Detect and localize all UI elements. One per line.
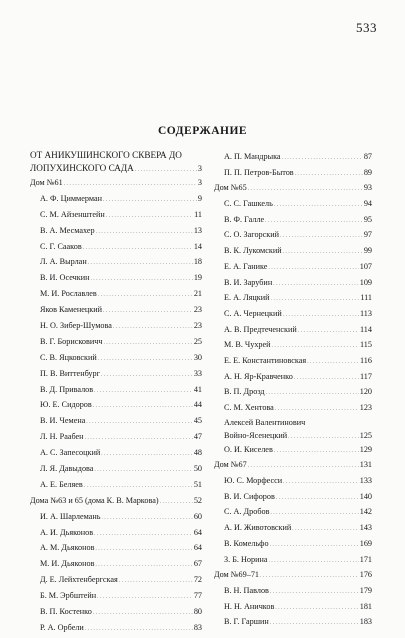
toc-entry [30, 254, 202, 270]
toc-section-title [30, 149, 202, 175]
toc-entry-page: 19 [193, 273, 202, 283]
toc-entry [30, 239, 202, 255]
toc-entry [30, 207, 202, 223]
toc-entry-text: Дом №69–71 [214, 570, 260, 580]
toc-entry-page: 23 [193, 321, 202, 331]
toc-entry-text: В. И. Сифоров [224, 491, 275, 501]
toc-entry-page: 3 [197, 164, 202, 173]
toc-entry-page: 11 [194, 209, 202, 219]
toc-entry-text: З. Б. Норина [224, 554, 268, 564]
toc-entry-text: А. Ф. Циммерман [40, 193, 102, 203]
toc-entry [30, 191, 202, 207]
toc-entry-page: 181 [359, 601, 372, 611]
toc-entry-page: 97 [363, 230, 372, 240]
toc-entry [30, 334, 202, 350]
toc-entry [30, 366, 202, 382]
toc-entry-text: В. Г. Борисковичч [40, 336, 103, 346]
toc-entry-page: 23 [193, 305, 202, 315]
toc-entry-page: 117 [360, 371, 372, 381]
toc-entry-page: 67 [193, 559, 202, 569]
toc-entry [30, 509, 202, 525]
toc-entry-text: А. И. Животовский [224, 523, 292, 533]
toc-entry-text: О. И. Киселев [224, 444, 273, 454]
toc-section-entry [30, 175, 202, 191]
toc-entry [30, 302, 202, 318]
toc-entry-text: Е. Е. Константиновская [224, 355, 307, 365]
toc-entry-text: С. С. Гашкель [224, 199, 273, 209]
toc-entry [214, 583, 372, 599]
toc-entry-page: 99 [363, 246, 372, 256]
toc-entry [224, 429, 372, 442]
toc-entry [30, 413, 202, 429]
toc-entry [214, 442, 372, 458]
toc-entry [214, 243, 372, 259]
toc-entry-text: С. О. Загорский [224, 230, 280, 240]
toc-entry [214, 552, 372, 568]
toc-entry-page: 120 [359, 387, 372, 397]
toc-entry-text: С. В. Яцковский [40, 352, 97, 362]
toc-entry-page: 169 [359, 538, 372, 548]
toc-entry-text: С. М. Айзенштейн [40, 209, 105, 219]
toc-entry-text: М. В. Чухрей [224, 340, 271, 350]
toc-entry [214, 369, 372, 385]
toc-entry-page: 114 [360, 324, 372, 334]
toc-entry-text: Р. А. Орбели [40, 622, 84, 632]
toc-entry [30, 397, 202, 413]
toc-entry-page: 25 [193, 336, 202, 346]
toc-leader-dots [270, 614, 359, 632]
toc-entry [30, 270, 202, 286]
toc-entry [30, 429, 202, 445]
toc-entry-page: 176 [359, 570, 372, 580]
toc-entry-text: В. Д. Привалов [40, 384, 94, 394]
toc-entry-text: Дом №65 [214, 183, 247, 193]
toc-entry [214, 504, 372, 520]
toc-entry-text: С. М. Хентова [224, 403, 274, 412]
toc-entry-text: В. Г. Гаршин [224, 617, 269, 627]
toc-entry [30, 461, 202, 477]
toc-entry [214, 306, 372, 322]
toc-entry-page: 111 [360, 293, 372, 303]
toc-entry [214, 353, 372, 369]
toc-entry-text: А. И. Дьяконов [40, 527, 94, 537]
toc-entry [30, 556, 202, 572]
toc-entry-text: С. А. Чернецкий [224, 308, 282, 318]
toc-entry-page: 123 [359, 403, 372, 412]
toc-entry-text: Дом №61 [30, 178, 63, 187]
toc-entry-text: Б. М. Эрбштейн [40, 591, 97, 601]
toc-entry-page: 142 [359, 507, 372, 517]
toc-entry-page: 140 [359, 491, 372, 501]
toc-entry [214, 400, 372, 416]
toc-entry-text: Яков Каменецкий [40, 305, 102, 315]
toc-leader-dots [85, 620, 193, 638]
toc-entry-page: 83 [193, 622, 202, 632]
toc-section-entry [30, 493, 202, 509]
page-number: 533 [356, 20, 377, 35]
toc-entry-page: 44 [193, 400, 202, 410]
toc-entry [214, 614, 372, 630]
toc-entry [30, 620, 202, 636]
toc-entry [214, 149, 372, 165]
toc-entry-page: 50 [193, 464, 202, 474]
toc-entry-page: 45 [193, 416, 202, 426]
toc-entry [30, 382, 202, 398]
toc-entry-text: С. Г. Сааков [40, 241, 82, 251]
toc-entry-text: Д. Е. Лейхтенбергская [40, 575, 118, 585]
toc-entry-page: 21 [193, 289, 202, 299]
toc-entry-text: А. В. Предтеченский [224, 324, 297, 334]
toc-entry-page: 116 [360, 355, 372, 365]
toc-right-list-a [214, 149, 372, 416]
toc-entry [30, 286, 202, 302]
toc-entry-text-line1: Алексей Валентинович [224, 417, 306, 427]
toc-entry [30, 318, 202, 334]
toc-entry-page: 18 [193, 257, 202, 267]
toc-entry-page: 77 [193, 591, 202, 601]
toc-entry-page: 129 [359, 444, 372, 454]
toc-entry-text: Дома №63 и 65 (дома К. В. Маркова) [30, 495, 159, 505]
toc-entry-text: А. П. Мандрыка [224, 152, 281, 161]
toc-entry-page: 64 [193, 543, 202, 553]
toc-entry-text: М. И. Рославлев [40, 289, 97, 299]
toc-right-list-b [214, 442, 372, 630]
toc-entry-text: С. А. Дробов [224, 507, 270, 517]
toc-entry-page: 13 [193, 225, 202, 235]
toc-entry-text: Н. О. Зибер-Шумова [40, 321, 112, 331]
toc-entry [214, 322, 372, 338]
toc-entry-text: Н. Н. Аничков [224, 601, 275, 611]
toc-entry [30, 445, 202, 461]
toc-entry-page: 33 [193, 368, 202, 378]
toc-entry-text: В. А. Месмахер [40, 225, 95, 235]
toc-entry-page: 179 [359, 585, 372, 595]
toc-entry-page: 30 [193, 352, 202, 362]
toc-entry-page: 52 [193, 495, 202, 505]
toc-entry-page: 93 [363, 183, 372, 193]
toc-entry-text: А. Н. Яр-Кравченко [224, 371, 293, 381]
toc-entry-page: 72 [193, 575, 202, 585]
toc-entry-text: Дом №67 [214, 460, 247, 470]
toc-entry [214, 520, 372, 536]
toc-entry-text: В. П. Костенко [40, 607, 92, 617]
toc-entry-text: В. Комельфо [224, 538, 269, 548]
toc-entry-page: 87 [363, 152, 372, 161]
toc-entry-page: 94 [363, 199, 372, 209]
toc-entry-page: 133 [359, 476, 372, 486]
toc-entry [214, 290, 372, 306]
toc-entry-text: М. И. Дьяконов [40, 559, 95, 569]
toc-entry [214, 212, 372, 228]
toc-entry [214, 337, 372, 353]
toc-entry-text: Л. А. Вырлан [40, 257, 87, 267]
toc-entry [214, 384, 372, 400]
toc-entry [30, 588, 202, 604]
toc-entry [30, 525, 202, 541]
toc-section-entry [214, 457, 372, 473]
toc-entry [30, 572, 202, 588]
toc-entry-text: В. И. Чемена [40, 416, 86, 426]
toc-entry-text: Ю. Е. Сидоров [40, 400, 92, 410]
toc-entry [30, 223, 202, 239]
toc-entry-text: ЛОПУХИНСКОГО САДА [30, 163, 134, 173]
toc-entry-text: В. К. Лукомский [224, 246, 282, 256]
toc-entry-page: 131 [359, 460, 372, 470]
toc-entry [30, 350, 202, 366]
toc-entry [214, 165, 372, 181]
toc-entry-page: 115 [360, 340, 372, 350]
toc-entry [30, 604, 202, 620]
toc-entry-text: В. Ф. Галле [224, 214, 265, 224]
toc-entry-page: 171 [359, 554, 372, 564]
toc-entry-text: Л. Н. Раабен [40, 432, 84, 442]
toc-entry-text: В. И. Зарубин [224, 277, 273, 287]
toc-entry-page: 47 [193, 432, 202, 442]
toc-entry-page: 109 [359, 277, 372, 287]
toc-entry-page: 64 [193, 527, 202, 537]
toc-entry-text: П. В. Виттенбург [40, 368, 100, 378]
toc-entry-text: Ю. С. Морфесси [224, 476, 283, 486]
toc-entry-text: В. Н. Павлов [224, 585, 269, 595]
toc-right-column [214, 149, 372, 630]
toc-entry-text: В. И. Осечкин [40, 273, 90, 283]
toc-entry [214, 227, 372, 243]
toc-section-title-line2 [30, 162, 202, 175]
toc-entry-text: А. С. Запесоцкий [40, 448, 101, 458]
toc-entry [30, 477, 202, 493]
toc-entry [214, 489, 372, 505]
toc-entry-text: В. П. Дрозд [224, 387, 265, 397]
toc-entry-multiline [214, 416, 372, 442]
toc-section-title-line1: ОТ АНИКУШИНСКОГО СКВЕРА ДО [30, 150, 182, 160]
toc-entry-text: Е. А. Ляцкий [224, 293, 270, 303]
toc-entry [214, 599, 372, 615]
toc-entry [214, 473, 372, 489]
toc-entry [214, 196, 372, 212]
toc-section-entry [214, 180, 372, 196]
toc-entry-text: П. П. Петров-Бытов [224, 167, 294, 177]
toc-entry-page: 51 [193, 479, 202, 489]
toc-entry-page: 60 [193, 511, 202, 521]
toc-entry-page: 95 [363, 214, 372, 224]
toc-entry [214, 275, 372, 291]
toc-entry-page: 107 [359, 261, 372, 271]
toc-left-list [30, 175, 202, 636]
toc-entry-page: 48 [193, 448, 202, 458]
toc-entry-page: 9 [197, 193, 202, 203]
toc-entry-page: 14 [193, 241, 202, 251]
toc-entry-text: Е. А. Ганике [224, 261, 268, 271]
toc-entry-page: 143 [359, 523, 372, 533]
toc-entry-page: 113 [360, 308, 372, 318]
toc-entry-text: А. Е. Беляев [40, 479, 83, 489]
toc-entry [214, 259, 372, 275]
toc-entry [214, 536, 372, 552]
toc-entry-text: А. М. Дьяконов [40, 543, 95, 553]
page-title: СОДЕРЖАНИЕ [157, 125, 248, 137]
toc-section-entry [214, 567, 372, 583]
toc-entry [30, 540, 202, 556]
toc-entry-text: Л. Я. Давыдова [40, 464, 94, 474]
toc-entry-text: Войно-Ясенецкий [224, 430, 288, 440]
toc-entry-page: 3 [197, 178, 202, 187]
toc-entry-page: 41 [193, 384, 202, 394]
toc-entry-page: 89 [363, 167, 372, 177]
toc-left-column [30, 149, 202, 636]
toc-entry-page: 183 [359, 617, 372, 627]
toc-entry-text: И. А. Шарлемань [40, 511, 101, 521]
toc-entry-page: 80 [193, 607, 202, 617]
toc-entry-page: 125 [359, 430, 372, 440]
